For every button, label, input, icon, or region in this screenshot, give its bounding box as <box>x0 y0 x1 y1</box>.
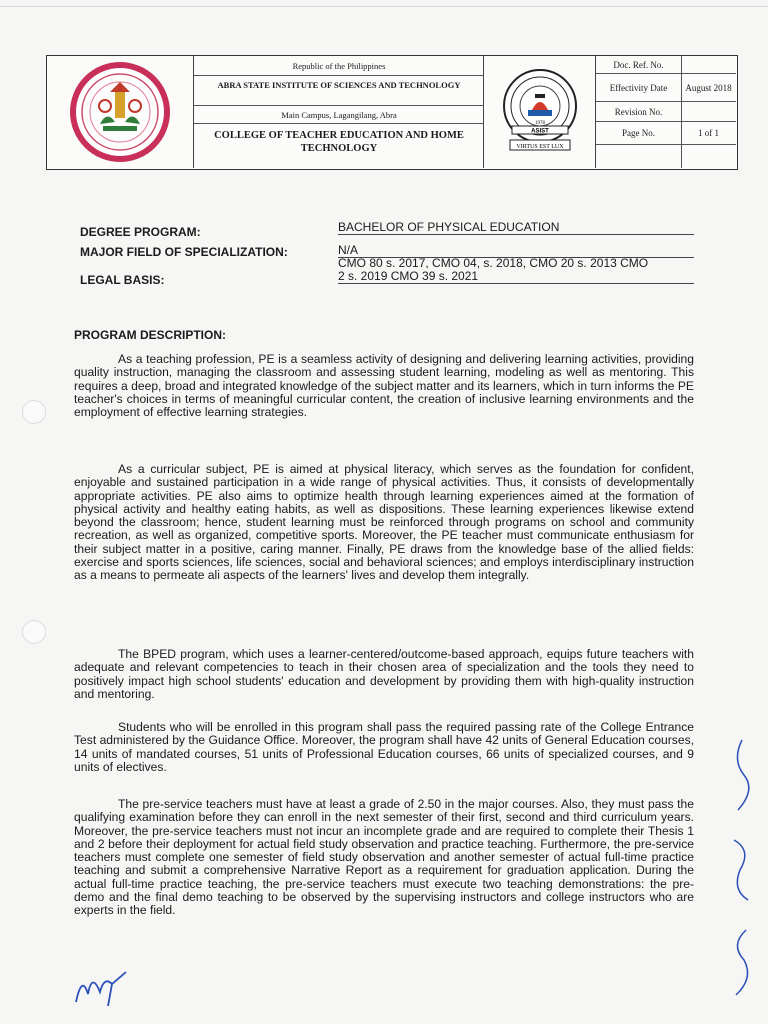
institute-seal-cell <box>47 56 194 168</box>
college-seal-cell <box>484 56 596 168</box>
blank-meta-value <box>681 145 736 168</box>
legal-basis-line2: 2 s. 2019 CMO 39 s. 2021 <box>338 270 694 284</box>
seal-motto: VIRTUS EST LUX <box>516 144 564 150</box>
college-name: COLLEGE OF TEACHER EDUCATION AND HOME TECHNOLOGY <box>214 130 464 154</box>
effectivity-row <box>596 74 736 102</box>
institution-info-cell <box>194 56 484 168</box>
document-header <box>46 55 738 170</box>
effectivity-value: August 2018 <box>685 82 732 93</box>
institute-seal-icon <box>55 62 185 162</box>
doc-ref-label: Doc. Ref. No. <box>596 56 682 73</box>
doc-ref-row <box>596 56 736 74</box>
description-paragraph-1: As a teaching profession, PE is a seamless activity of designing and delivering learning activities, providing quality instruction, managing the classroom and assessing student learning, modeling as well as mentoring. This requires a deep, broad and integrated knowledge of the subject matter and its learners, which in turn informs the PE teacher's choices in terms of meaningful curricular content, the creation of inclusive learning environments and the employment of effective learning strategies. <box>74 352 694 420</box>
page-row <box>596 122 736 145</box>
description-paragraph-2: As a curricular subject, PE is aimed at physical literacy, which serves as the foundation for confident, enjoyable and sustained participation in a wide range of physical activities. Thus, it consists of developmentally appropriate activities. PE also aims to optimize health through learning experiences aimed at the formation of physical activity and healthy eating habits, as well as dispositions. These learning experiences likewise extend beyond the classroom; hence, student learning must be reinforced through programs on school and community recreation, as well as organized, competitive sports. Moreover, the PE teacher must communicate enthusiasm for their subject matter in a positive, caring manner. Finally, PE draws from the knowledge base of the allied fields: exercise and sports sciences, life sciences, social and behavioral sciences; and employs interdisciplinary instruction as a means to permeate ali aspects of the learners' lives and develop them integrally. <box>74 462 694 583</box>
institution-name: ABRA STATE INSTITUTE OF SCIENCES AND TECHNOLOGY <box>194 76 484 106</box>
program-description-title: PROGRAM DESCRIPTION: <box>74 328 227 342</box>
doc-ref-value <box>681 56 736 73</box>
hole-punch <box>22 400 46 424</box>
revision-row <box>596 102 736 122</box>
major-field-value: N/A <box>338 244 694 258</box>
seal-year: 1978 <box>535 121 545 126</box>
blank-meta-label <box>596 145 682 168</box>
blank-meta-row <box>596 145 736 168</box>
campus-address: Main Campus, Lagangilang, Abra <box>194 106 484 124</box>
description-paragraph-5: The pre-service teachers must have at least a grade of 2.50 in the major courses. Also, they must pass the qualifying examination before they can enroll in the next semester of their first, second and third curriculum years. Moreover, the pre-service teachers must not incur an incomplete grade and are required to complete their Thesis 1 and 2 before their deployment for actual field study observation and practice teaching. Furthermore, the pre-service teachers must complete one semester of field study observation and another semester of actual full-time practice teaching and submit a comprehensive Narrative Report as a requirement for graduation application. During the actual full-time practice teaching, the pre-service teachers must execute two teaching demonstrations: the pre-demo and the final demo teaching to be observed by the supervising instructors and college instructors who are experts in the field. <box>74 797 694 918</box>
major-field-label: MAJOR FIELD OF SPECIALIZATION: <box>80 245 288 259</box>
description-paragraph-4: Students who will be enrolled in this program shall pass the required passing rate of the College Entrance Test administered by the Guidance Office. Moreover, the program shall have 42 units of General Education courses, 14 units of mandated courses, 51 units of Professional Education courses, 66 units of specialized courses, and 9 units of electives. <box>74 720 694 774</box>
revision-label: Revision No. <box>596 102 682 121</box>
page-value: 1 of 1 <box>698 128 719 138</box>
bottom-signature-icon <box>72 964 132 1008</box>
revision-value <box>681 102 736 121</box>
page-top-edge <box>0 6 768 7</box>
degree-program-label: DEGREE PROGRAM: <box>80 225 201 239</box>
seal-acronym: ASIST <box>531 128 549 135</box>
degree-program-value: BACHELOR OF PHYSICAL EDUCATION <box>338 221 694 235</box>
college-seal-icon <box>490 66 590 158</box>
republic-text: Republic of the Philippines <box>194 56 484 76</box>
effectivity-label: Effectivity Date <box>596 74 682 101</box>
legal-basis-line1: CMO 80 s. 2017, CMO 04, s. 2018, CMO 20 s. 2013 CMO <box>338 256 649 270</box>
description-paragraph-3: The BPED program, which uses a learner-centered/outcome-based approach, equips future teachers with adequate and relevant competencies to teach in their chosen area of specialization and the tools they need to positively impact high school students' education and development by providing them with high-quality instruction and mentoring. <box>74 647 694 701</box>
margin-signatures-icon <box>724 720 760 1010</box>
document-meta-cell <box>596 56 736 168</box>
hole-punch <box>22 620 46 644</box>
page-label: Page No. <box>596 122 682 144</box>
legal-basis-label: LEGAL BASIS: <box>80 273 165 287</box>
